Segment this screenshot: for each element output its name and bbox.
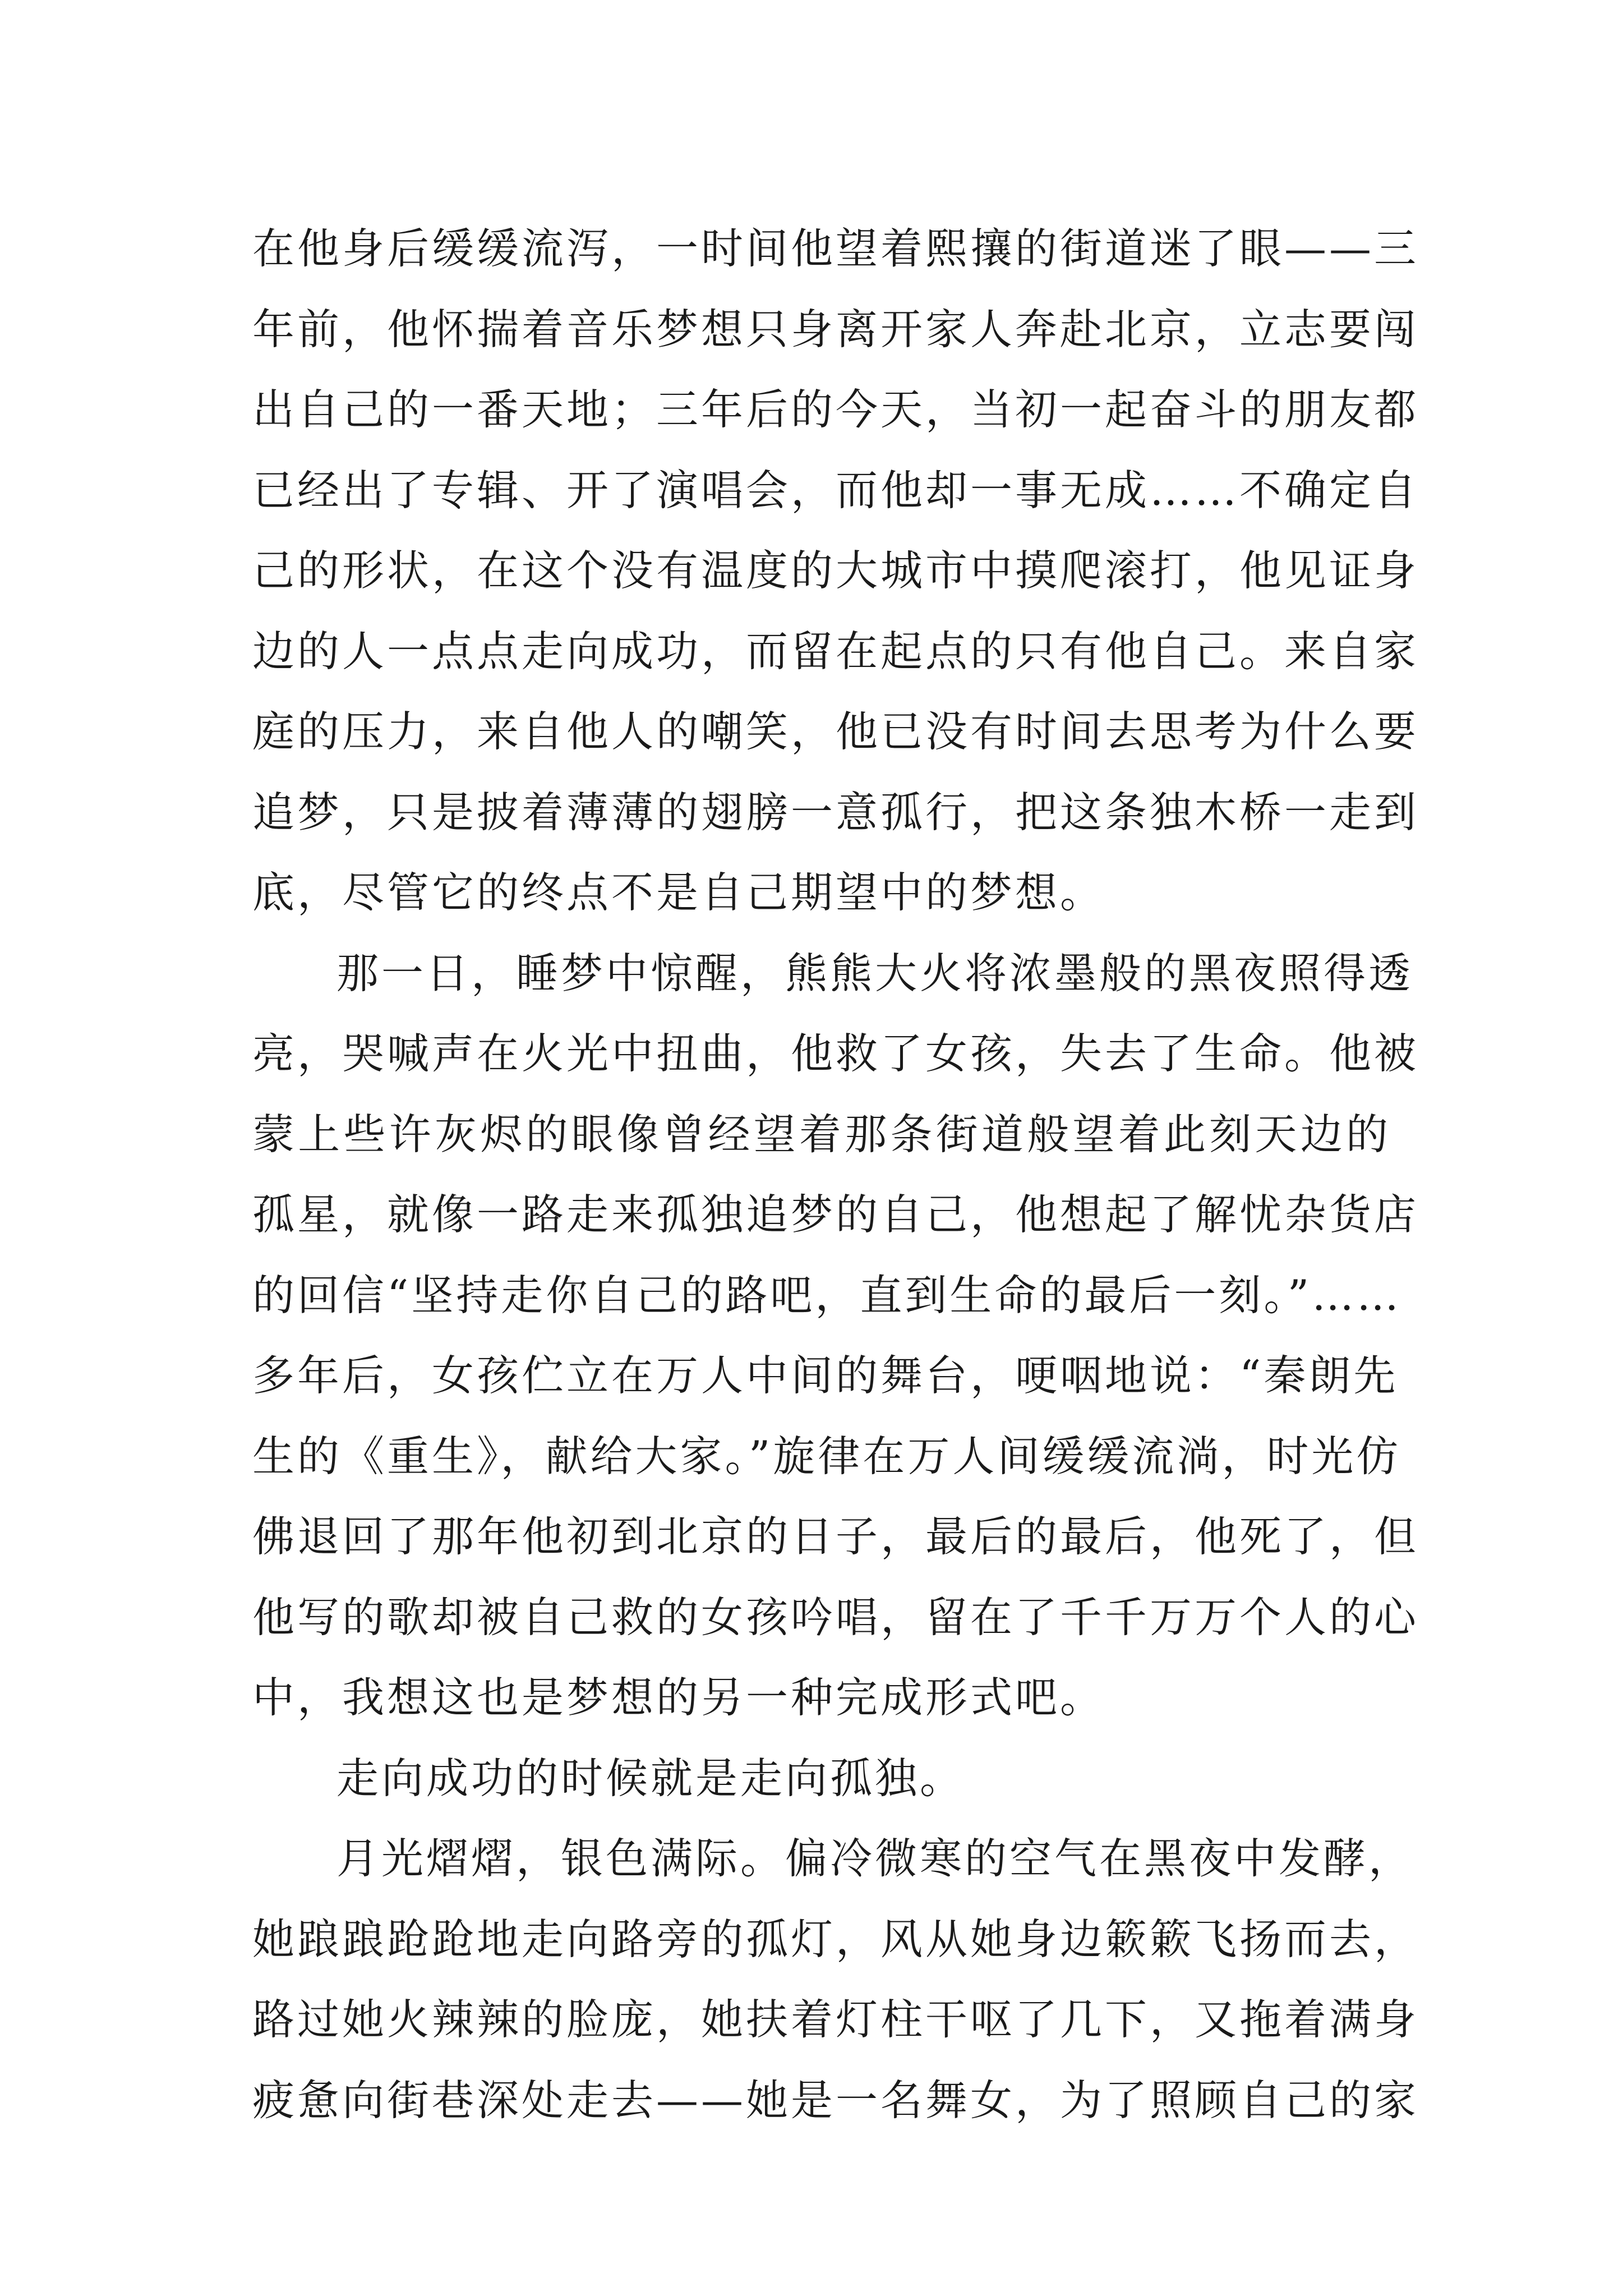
- text-line: 已经出了专辑、开了演唱会，而他却一事无成……不确定自: [252, 465, 1419, 515]
- text-line: 月光熠熠，银色满际。偏冷微寒的空气在黑夜中发酵，: [336, 1834, 1414, 1883]
- text-line: 蒙上些许灰烬的眼像曾经望着那条街道般望着此刻天边的: [252, 1109, 1391, 1159]
- text-line: 己的形状，在这个没有温度的大城市中摸爬滚打，他见证身: [252, 546, 1419, 595]
- text-line: 那一日，睡梦中惊醒，熊熊大火将浓墨般的黑夜照得透: [336, 948, 1414, 998]
- text-line: 他写的歌却被自己救的女孩吟唱，留在了千千万万个人的心: [252, 1592, 1419, 1642]
- text-line: 她踉踉跄跄地走向路旁的孤灯，风从她身边簌簌飞扬而去，: [252, 1914, 1419, 1964]
- text-line: 生的《重生》，献给大家。”旋律在万人间缓缓流淌，时光仿: [252, 1431, 1401, 1481]
- text-line: 路过她火辣辣的脸庞，她扶着灯柱干呕了几下，又拖着满身: [252, 1995, 1419, 2044]
- text-line: 追梦，只是披着薄薄的翅膀一意孤行，把这条独木桥一走到: [252, 787, 1419, 837]
- text-line: 疲惫向街巷深处走去——她是一名舞女，为了照顾自己的家: [252, 2075, 1419, 2125]
- text-line: 年前，他怀揣着音乐梦想只身离开家人奔赴北京，立志要闯: [252, 304, 1419, 354]
- text-line: 孤星，就像一路走来孤独追梦的自己，他想起了解忧杂货店: [252, 1190, 1419, 1239]
- text-line: 庭的压力，来自他人的嘲笑，他已没有时间去思考为什么要: [252, 707, 1419, 756]
- text-line: 亮，哭喊声在火光中扭曲，他救了女孩，失去了生命。他被: [252, 1029, 1419, 1078]
- text-line: 出自己的一番天地；三年后的今天，当初一起奋斗的朋友都: [252, 385, 1419, 434]
- text-line: 在他身后缓缓流泻，一时间他望着熙攘的街道迷了眼——三: [252, 224, 1419, 273]
- text-line: 多年后，女孩伫立在万人中间的舞台，哽咽地说：“秦朗先: [252, 1351, 1399, 1400]
- text-line: 中，我想这也是梦想的另一种完成形式吧。: [252, 1673, 1105, 1722]
- text-line: 的回信“坚持走你自己的路吧，直到生命的最后一刻。”……: [252, 1270, 1402, 1320]
- text-line: 边的人一点点走向成功，而留在起点的只有他自己。来自家: [252, 626, 1419, 676]
- text-line: 底，尽管它的终点不是自己期望中的梦想。: [252, 868, 1105, 917]
- body-text: [252, 209, 1419, 2141]
- text-line: 佛退回了那年他初到北京的日子，最后的最后，他死了，但: [252, 1512, 1419, 1561]
- text-line: 走向成功的时候就是走向孤独。: [336, 1753, 965, 1803]
